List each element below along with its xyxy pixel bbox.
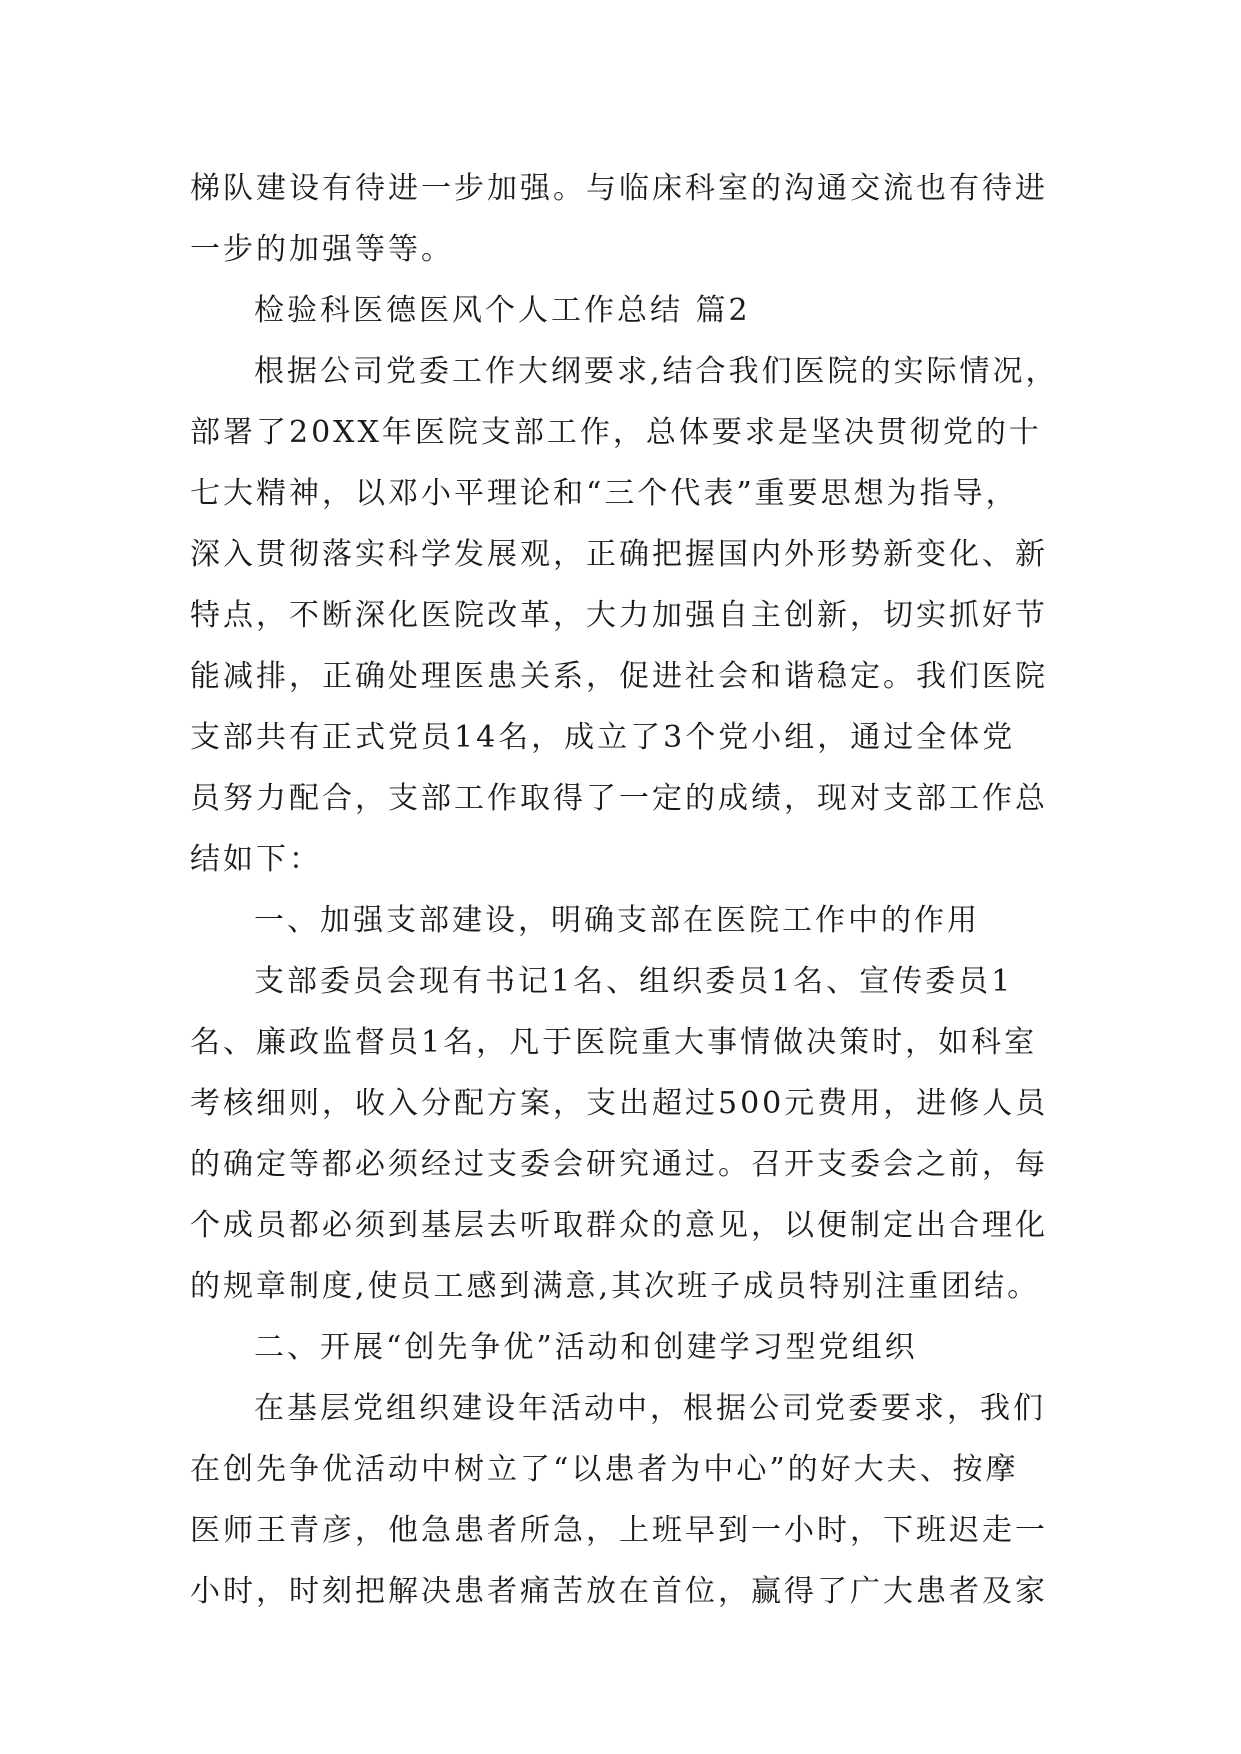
text-line: 的确定等都必须经过支委会研究通过。召开支委会之前，每 (190, 1147, 1048, 1182)
text-line: 梯队建设有待进一步加强。与临床科室的沟通交流也有待进 (190, 171, 1048, 206)
text-line: 在创先争优活动中树立了“以患者为中心”的好大夫、按摩 (190, 1452, 1019, 1487)
text-line: 个成员都必须到基层去听取群众的意见，以便制定出合理化 (190, 1208, 1048, 1243)
text-line: 二、开展“创先争优”活动和创建学习型党组织 (254, 1330, 918, 1365)
text-line: 根据公司党委工作大纲要求,结合我们医院的实际情况， (254, 354, 1059, 389)
text-line: 支部委员会现有书记1名、组织委员1名、宣传委员1 (254, 964, 1014, 999)
text-line: 支部共有正式党员14名，成立了3个党小组，通过全体党 (190, 720, 1016, 755)
text-line: 在基层党组织建设年活动中，根据公司党委要求，我们 (254, 1391, 1046, 1426)
text-line: 能减排，正确处理医患关系，促进社会和谐稳定。我们医院 (190, 659, 1048, 694)
text-line: 一、加强支部建设，明确支部在医院工作中的作用 (254, 903, 980, 938)
text-line: 的规章制度,使员工感到满意,其次班子成员特别注重团结。 (190, 1269, 1041, 1304)
text-line: 一步的加强等等。 (190, 232, 454, 267)
text-line: 考核细则，收入分配方案，支出超过500元费用，进修人员 (190, 1086, 1049, 1121)
text-line: 结如下： (190, 842, 322, 877)
text-line: 医师王青彦，他急患者所急，上班早到一小时，下班迟走一 (190, 1513, 1048, 1548)
document-body (190, 158, 1059, 1622)
text-line: 检验科医德医风个人工作总结 篇2 (254, 293, 751, 328)
text-line: 名、廉政监督员1名，凡于医院重大事情做决策时，如科室 (190, 1025, 1038, 1060)
text-line: 员努力配合，支部工作取得了一定的成绩，现对支部工作总 (190, 781, 1048, 816)
text-line: 七大精神，以邓小平理论和“三个代表”重要思想为指导， (190, 476, 1019, 511)
text-line: 部署了20XX年医院支部工作，总体要求是坚决贯彻党的十 (190, 415, 1042, 450)
text-line: 深入贯彻落实科学发展观，正确把握国内外形势新变化、新 (190, 537, 1048, 572)
text-line: 特点，不断深化医院改革，大力加强自主创新，切实抓好节 (190, 598, 1048, 633)
text-line: 小时，时刻把解决患者痛苦放在首位，赢得了广大患者及家 (190, 1574, 1048, 1609)
